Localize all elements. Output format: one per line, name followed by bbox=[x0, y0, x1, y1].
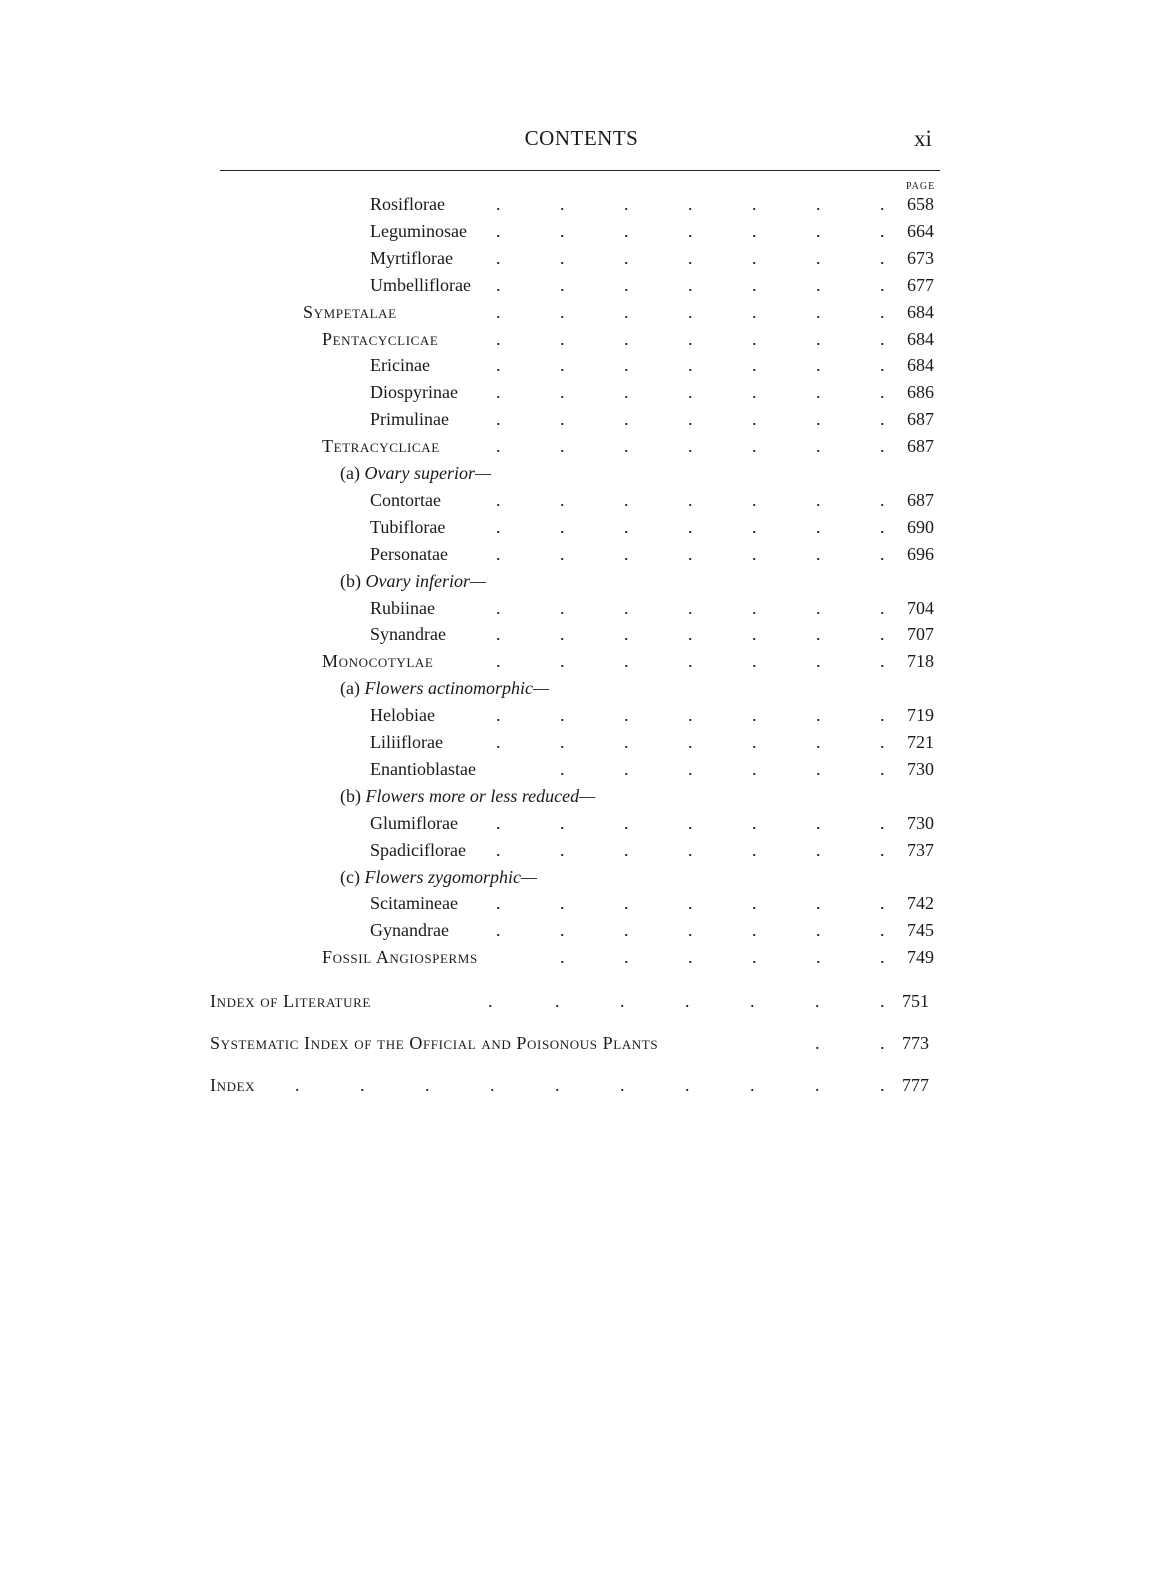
toc-entry-label: Rubiinae bbox=[370, 597, 435, 618]
toc-page-number: 742 bbox=[907, 893, 934, 914]
toc-page-number: 687 bbox=[907, 409, 934, 430]
leader-dot: . bbox=[816, 247, 821, 268]
leader-dot: . bbox=[496, 516, 501, 537]
subhead-text: Ovary inferior— bbox=[365, 570, 486, 591]
leader-dot: . bbox=[560, 839, 565, 860]
subhead-letter: (b) bbox=[340, 785, 366, 806]
toc-page-number: 707 bbox=[907, 624, 934, 645]
leader-dot: . bbox=[560, 436, 565, 457]
toc-page-number: 684 bbox=[907, 355, 934, 376]
leader-dot: . bbox=[752, 355, 757, 376]
leader-dot: . bbox=[752, 947, 757, 968]
leader-dot: . bbox=[560, 328, 565, 349]
toc-entry-label: Myrtiflorae bbox=[370, 247, 453, 268]
toc-entry-label: Enantioblastae bbox=[370, 758, 476, 779]
leader-dot: . bbox=[496, 220, 501, 241]
leader-dot: . bbox=[880, 328, 885, 349]
leader-dot: . bbox=[752, 624, 757, 645]
leader-dot: . bbox=[560, 247, 565, 268]
leader-dot: . bbox=[624, 274, 629, 295]
leader-dot: . bbox=[880, 543, 885, 564]
leader-dot: . bbox=[624, 355, 629, 376]
leader-dot: . bbox=[560, 920, 565, 941]
leader-dot: . bbox=[752, 489, 757, 510]
leader-dot: . bbox=[560, 947, 565, 968]
toc-page-number: 749 bbox=[907, 947, 934, 968]
leader-dot: . bbox=[496, 920, 501, 941]
toc-row bbox=[0, 756, 1163, 782]
leader-dot: . bbox=[688, 543, 693, 564]
leader-dot: . bbox=[688, 920, 693, 941]
leader-dot: . bbox=[880, 1075, 885, 1095]
leader-dot: . bbox=[624, 732, 629, 752]
toc-page-number: 684 bbox=[907, 328, 934, 349]
leader-dot: . bbox=[752, 409, 757, 430]
toc-row bbox=[0, 783, 1163, 809]
toc-entry-label bbox=[340, 568, 486, 594]
toc-row bbox=[0, 433, 1163, 459]
leader-dot: . bbox=[624, 920, 629, 941]
leader-dot: . bbox=[688, 947, 693, 968]
leader-dot: . bbox=[816, 328, 821, 349]
toc-page-number: 773 bbox=[902, 1033, 929, 1053]
leader-dot: . bbox=[752, 274, 757, 295]
leader-dot: . bbox=[880, 624, 885, 645]
leader-dot: . bbox=[560, 758, 565, 779]
toc-entry-label: Ericinae bbox=[370, 355, 430, 376]
subhead-letter: (a) bbox=[340, 678, 365, 699]
leader-dot: . bbox=[752, 247, 757, 268]
toc-row bbox=[0, 352, 1163, 378]
toc-page-number: 696 bbox=[907, 543, 934, 564]
leader-dot: . bbox=[752, 812, 757, 833]
toc-entry-label: Liliiflorae bbox=[370, 732, 443, 752]
leader-dot: . bbox=[752, 705, 757, 726]
toc-row bbox=[0, 514, 1163, 540]
leader-dot: . bbox=[880, 436, 885, 457]
leader-dot: . bbox=[752, 893, 757, 914]
leader-dot: . bbox=[496, 301, 501, 322]
toc-row bbox=[0, 245, 1163, 271]
toc-entry-label: Sympetalae bbox=[303, 301, 397, 322]
leader-dot: . bbox=[688, 409, 693, 430]
toc-page-number: 745 bbox=[907, 920, 934, 941]
toc-page-number: 658 bbox=[907, 194, 934, 214]
leader-dot: . bbox=[624, 382, 629, 403]
leader-dot: . bbox=[816, 220, 821, 241]
leader-dot: . bbox=[880, 247, 885, 268]
leader-dot: . bbox=[688, 247, 693, 268]
leader-dot: . bbox=[688, 758, 693, 779]
subhead-letter: (a) bbox=[340, 463, 365, 483]
leader-dot: . bbox=[560, 220, 565, 241]
leader-dot: . bbox=[560, 732, 565, 752]
toc-entry-label: Personatae bbox=[370, 543, 448, 564]
toc-entry-label bbox=[340, 675, 549, 701]
toc-entry-label bbox=[340, 783, 595, 809]
leader-dot: . bbox=[688, 328, 693, 349]
leader-dot: . bbox=[624, 301, 629, 322]
leader-dot: . bbox=[816, 489, 821, 510]
leader-dot: . bbox=[880, 839, 885, 860]
leader-dot: . bbox=[360, 1075, 365, 1095]
leader-dot: . bbox=[560, 274, 565, 295]
leader-dot: . bbox=[624, 893, 629, 914]
leader-dot: . bbox=[560, 194, 565, 214]
leader-dot: . bbox=[816, 812, 821, 833]
leader-dot: . bbox=[815, 1033, 820, 1053]
leader-dot: . bbox=[560, 516, 565, 537]
toc-row bbox=[0, 460, 1163, 486]
leader-dot: . bbox=[752, 194, 757, 214]
toc-row bbox=[0, 272, 1163, 298]
leader-dot: . bbox=[688, 220, 693, 241]
leader-dot: . bbox=[688, 624, 693, 645]
leader-dot: . bbox=[620, 1075, 625, 1095]
leader-dot: . bbox=[496, 651, 501, 672]
toc-row bbox=[0, 837, 1163, 863]
leader-dot: . bbox=[752, 597, 757, 618]
leader-dot: . bbox=[816, 516, 821, 537]
leader-dot: . bbox=[624, 705, 629, 726]
leader-dot: . bbox=[496, 839, 501, 860]
leader-dot: . bbox=[816, 758, 821, 779]
leader-dot: . bbox=[880, 651, 885, 672]
toc-final-row bbox=[0, 1030, 1163, 1056]
toc-row bbox=[0, 487, 1163, 513]
toc-page-number: 704 bbox=[907, 597, 934, 618]
toc-final-label: Index of Literature bbox=[210, 991, 371, 1011]
toc-entry-label: Primulinae bbox=[370, 409, 449, 430]
leader-dot: . bbox=[816, 920, 821, 941]
leader-dot: . bbox=[816, 194, 821, 214]
toc-row bbox=[0, 299, 1163, 325]
subhead-text: Flowers actinomorphic— bbox=[364, 678, 549, 699]
leader-dot: . bbox=[496, 355, 501, 376]
toc-entry-label: Glumiflorae bbox=[370, 812, 458, 833]
toc-entry-label: Helobiae bbox=[370, 705, 435, 726]
leader-dot: . bbox=[752, 301, 757, 322]
leader-dot: . bbox=[688, 436, 693, 457]
leader-dot: . bbox=[560, 409, 565, 430]
leader-dot: . bbox=[752, 758, 757, 779]
leader-dot: . bbox=[490, 1075, 495, 1095]
leader-dot: . bbox=[816, 436, 821, 457]
subhead-text: Flowers more or less reduced— bbox=[365, 785, 596, 806]
toc-row bbox=[0, 379, 1163, 405]
leader-dot: . bbox=[816, 597, 821, 618]
toc-page-number: 777 bbox=[902, 1075, 929, 1095]
leader-dot: . bbox=[880, 893, 885, 914]
leader-dot: . bbox=[688, 893, 693, 914]
leader-dot: . bbox=[880, 597, 885, 618]
leader-dot: . bbox=[624, 947, 629, 968]
toc-entry-label: Tetracyclicae bbox=[322, 436, 440, 457]
leader-dot: . bbox=[816, 893, 821, 914]
toc-page-number: 730 bbox=[907, 758, 934, 779]
leader-dot: . bbox=[880, 812, 885, 833]
subhead-text: Ovary superior— bbox=[364, 463, 491, 483]
leader-dot: . bbox=[688, 355, 693, 376]
toc-final-row bbox=[0, 1072, 1163, 1098]
leader-dot: . bbox=[752, 543, 757, 564]
toc-row bbox=[0, 675, 1163, 701]
leader-dot: . bbox=[815, 991, 820, 1011]
leader-dot: . bbox=[496, 812, 501, 833]
toc-entry-label bbox=[340, 864, 537, 890]
toc-page-number: 684 bbox=[907, 301, 934, 322]
leader-dot: . bbox=[496, 543, 501, 564]
toc-row bbox=[0, 944, 1163, 970]
leader-dot: . bbox=[880, 382, 885, 403]
leader-dot: . bbox=[880, 355, 885, 376]
leader-dot: . bbox=[815, 1075, 820, 1095]
leader-dot: . bbox=[688, 732, 693, 752]
leader-dot: . bbox=[555, 991, 560, 1011]
leader-dot: . bbox=[752, 382, 757, 403]
leader-dot: . bbox=[752, 516, 757, 537]
leader-dot: . bbox=[816, 274, 821, 295]
toc-row bbox=[0, 541, 1163, 567]
toc-entry-label: Gynandrae bbox=[370, 920, 449, 941]
leader-dot: . bbox=[560, 543, 565, 564]
leader-dot: . bbox=[685, 991, 690, 1011]
toc-entry-label: Contortae bbox=[370, 489, 441, 510]
toc-entry-label bbox=[340, 460, 491, 486]
leader-dot: . bbox=[816, 732, 821, 752]
leader-dot: . bbox=[488, 991, 493, 1011]
leader-dot: . bbox=[880, 1033, 885, 1053]
leader-dot: . bbox=[752, 732, 757, 752]
leader-dot: . bbox=[880, 758, 885, 779]
leader-dot: . bbox=[880, 516, 885, 537]
toc-final-label: Systematic Index of the Official and Poisonous Plants bbox=[210, 1033, 659, 1053]
toc-entry-label: Tubiflorae bbox=[370, 516, 446, 537]
leader-dot: . bbox=[624, 839, 629, 860]
leader-dot: . bbox=[752, 220, 757, 241]
leader-dot: . bbox=[624, 543, 629, 564]
leader-dot: . bbox=[624, 194, 629, 214]
leader-dot: . bbox=[816, 839, 821, 860]
leader-dot: . bbox=[880, 301, 885, 322]
leader-dot: . bbox=[880, 409, 885, 430]
page-column-label: PAGE bbox=[906, 181, 936, 192]
toc-final-label: Index bbox=[210, 1075, 256, 1095]
leader-dot: . bbox=[624, 624, 629, 645]
leader-dot: . bbox=[496, 328, 501, 349]
leader-dot: . bbox=[752, 328, 757, 349]
toc-page-number: 687 bbox=[907, 436, 934, 457]
leader-dot: . bbox=[816, 705, 821, 726]
leader-dot: . bbox=[752, 839, 757, 860]
leader-dot: . bbox=[624, 651, 629, 672]
toc-row bbox=[0, 810, 1163, 836]
leader-dot: . bbox=[496, 732, 501, 752]
toc-entry-label: Leguminosae bbox=[370, 220, 467, 241]
leader-dot: . bbox=[688, 516, 693, 537]
leader-dot: . bbox=[624, 220, 629, 241]
leader-dot: . bbox=[880, 991, 885, 1011]
leader-dot: . bbox=[560, 624, 565, 645]
leader-dot: . bbox=[816, 543, 821, 564]
toc-entry-label: Rosiflorae bbox=[370, 194, 445, 214]
toc-row bbox=[0, 648, 1163, 674]
leader-dot: . bbox=[688, 382, 693, 403]
leader-dot: . bbox=[624, 436, 629, 457]
toc-entry-label: Fossil Angiosperms bbox=[322, 947, 478, 968]
leader-dot: . bbox=[688, 274, 693, 295]
toc-entry-label: Pentacyclicae bbox=[322, 328, 439, 349]
leader-dot: . bbox=[496, 436, 501, 457]
leader-dot: . bbox=[816, 301, 821, 322]
leader-dot: . bbox=[496, 247, 501, 268]
toc-page-number: 730 bbox=[907, 812, 934, 833]
toc-page-number: 686 bbox=[907, 382, 934, 403]
leader-dot: . bbox=[496, 194, 501, 214]
leader-dot: . bbox=[560, 301, 565, 322]
leader-dot: . bbox=[496, 893, 501, 914]
leader-dot: . bbox=[624, 489, 629, 510]
toc-entry-label: Spadiciflorae bbox=[370, 839, 466, 860]
leader-dot: . bbox=[752, 920, 757, 941]
leader-dot: . bbox=[880, 220, 885, 241]
leader-dot: . bbox=[624, 758, 629, 779]
toc-entry-label: Umbelliflorae bbox=[370, 274, 471, 295]
subhead-text: Flowers zygomorphic— bbox=[364, 866, 537, 887]
leader-dot: . bbox=[880, 194, 885, 214]
leader-dot: . bbox=[496, 409, 501, 430]
toc-row bbox=[0, 729, 1163, 755]
leader-dot: . bbox=[560, 705, 565, 726]
toc-row bbox=[0, 864, 1163, 890]
leader-dot: . bbox=[816, 382, 821, 403]
leader-dot: . bbox=[816, 624, 821, 645]
leader-dot: . bbox=[750, 1075, 755, 1095]
leader-dot: . bbox=[752, 436, 757, 457]
leader-dot: . bbox=[880, 274, 885, 295]
toc-row bbox=[0, 326, 1163, 352]
toc-page-number: 677 bbox=[907, 274, 934, 295]
leader-dot: . bbox=[624, 328, 629, 349]
subhead-letter: (b) bbox=[340, 570, 366, 591]
toc-row bbox=[0, 406, 1163, 432]
leader-dot: . bbox=[688, 597, 693, 618]
toc-row bbox=[0, 595, 1163, 621]
toc-page-number: 664 bbox=[907, 220, 934, 241]
leader-dot: . bbox=[560, 893, 565, 914]
leader-dot: . bbox=[688, 839, 693, 860]
leader-dot: . bbox=[688, 194, 693, 214]
leader-dot: . bbox=[496, 382, 501, 403]
toc-page-number: 687 bbox=[907, 489, 934, 510]
leader-dot: . bbox=[560, 382, 565, 403]
toc-page-number: 673 bbox=[907, 247, 934, 268]
toc-row bbox=[0, 621, 1163, 647]
leader-dot: . bbox=[880, 947, 885, 968]
toc-entry-label: Monocotylae bbox=[322, 651, 434, 672]
toc-page-number: 751 bbox=[902, 991, 929, 1011]
leader-dot: . bbox=[880, 920, 885, 941]
leader-dot: . bbox=[624, 812, 629, 833]
leader-dot: . bbox=[880, 489, 885, 510]
toc-row bbox=[0, 702, 1163, 728]
toc-page-number: 721 bbox=[907, 732, 934, 752]
subhead-letter: (c) bbox=[340, 866, 365, 887]
leader-dot: . bbox=[560, 355, 565, 376]
leader-dot: . bbox=[624, 597, 629, 618]
page-number: xi bbox=[914, 126, 932, 151]
leader-dot: . bbox=[560, 651, 565, 672]
leader-dot: . bbox=[496, 597, 501, 618]
leader-dot: . bbox=[688, 301, 693, 322]
toc-row bbox=[0, 917, 1163, 943]
leader-dot: . bbox=[880, 732, 885, 752]
leader-dot: . bbox=[560, 597, 565, 618]
toc-row bbox=[0, 218, 1163, 244]
leader-dot: . bbox=[750, 991, 755, 1011]
leader-dot: . bbox=[624, 409, 629, 430]
toc-final-row bbox=[0, 988, 1163, 1014]
toc-row bbox=[0, 890, 1163, 916]
toc-entry-label: Synandrae bbox=[370, 624, 446, 645]
leader-dot: . bbox=[752, 651, 757, 672]
leader-dot: . bbox=[496, 705, 501, 726]
leader-dot: . bbox=[620, 991, 625, 1011]
leader-dot: . bbox=[685, 1075, 690, 1095]
toc-page-number: 737 bbox=[907, 839, 934, 860]
leader-dot: . bbox=[425, 1075, 430, 1095]
leader-dot: . bbox=[496, 624, 501, 645]
page-header-title: CONTENTS bbox=[524, 126, 639, 150]
toc-page-number: 690 bbox=[907, 516, 934, 537]
leader-dot: . bbox=[688, 489, 693, 510]
leader-dot: . bbox=[560, 489, 565, 510]
toc-page-number: 719 bbox=[907, 705, 934, 726]
leader-dot: . bbox=[688, 651, 693, 672]
leader-dot: . bbox=[688, 812, 693, 833]
leader-dot: . bbox=[624, 247, 629, 268]
leader-dot: . bbox=[560, 812, 565, 833]
header-rule bbox=[220, 170, 940, 171]
leader-dot: . bbox=[496, 274, 501, 295]
toc-row bbox=[0, 568, 1163, 594]
leader-dot: . bbox=[688, 705, 693, 726]
leader-dot: . bbox=[816, 355, 821, 376]
leader-dot: . bbox=[880, 705, 885, 726]
toc-entry-label: Diospyrinae bbox=[370, 382, 458, 403]
leader-dot: . bbox=[816, 409, 821, 430]
leader-dot: . bbox=[816, 947, 821, 968]
leader-dot: . bbox=[496, 489, 501, 510]
leader-dot: . bbox=[555, 1075, 560, 1095]
leader-dot: . bbox=[624, 516, 629, 537]
toc-row bbox=[0, 191, 1163, 217]
toc-entry-label: Scitamineae bbox=[370, 893, 458, 914]
leader-dot: . bbox=[816, 651, 821, 672]
leader-dot: . bbox=[295, 1075, 300, 1095]
toc-page-number: 718 bbox=[907, 651, 934, 672]
